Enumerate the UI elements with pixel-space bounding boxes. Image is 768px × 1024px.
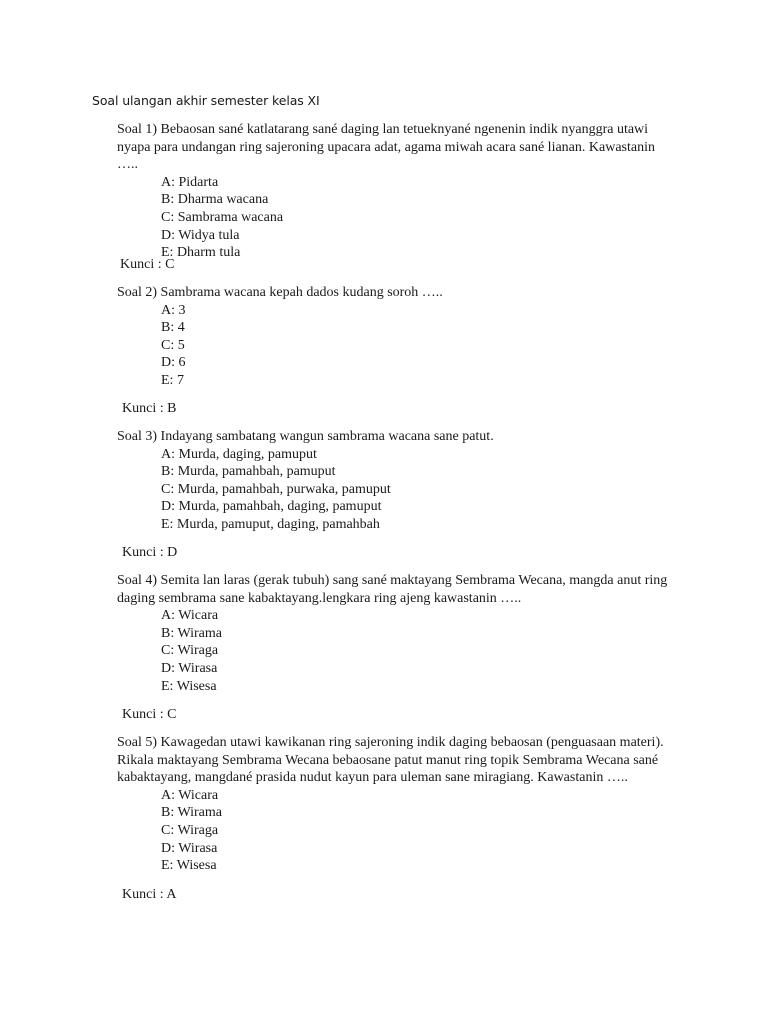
- question-1: [117, 121, 677, 262]
- option-e: E: Wisesa: [161, 678, 217, 694]
- answer-key-label: Kunci : A: [122, 887, 177, 902]
- answer-key-3: [117, 544, 177, 562]
- answer-key-label: Kunci : B: [122, 401, 177, 416]
- option-d: D: 6: [161, 355, 186, 371]
- option-a: A: 3: [161, 302, 186, 318]
- answer-key-label: Kunci : D: [122, 545, 178, 560]
- option-b: B: Wirama: [161, 625, 222, 641]
- question-text: Soal 2) Sambrama wacana kepah dados kudang soroh …..: [117, 285, 443, 300]
- question-3: [117, 428, 677, 534]
- option-e: E: Wisesa: [161, 858, 217, 874]
- option-e: E: Dharm tula: [161, 245, 241, 261]
- option-list: [161, 446, 677, 534]
- question-text: Soal 5) Kawagedan utawi kawikanan ring sajeroning indik daging bebaosan (penguasaan materi). Rikala maktayang Sembrama Wecana bebaosane patut manut ring topik Sembrama Wecana sané kabaktayang, mangdané prasida nudut kayun para uleman sane miragiang. Kawastanin …..: [117, 735, 664, 786]
- option-d: D: Murda, pamahbah, daging, pamuput: [161, 499, 382, 515]
- option-e: E: Murda, pamuput, daging, pamahbah: [161, 516, 380, 532]
- question-5: [117, 734, 677, 875]
- option-b: B: Wirama: [161, 805, 222, 821]
- option-a: A: Murda, daging, pamuput: [161, 446, 317, 462]
- answer-key-label: Kunci : C: [120, 257, 175, 272]
- question-4: [117, 572, 677, 695]
- question-text: Soal 4) Semita lan laras (gerak tubuh) sang sané maktayang Sembrama Wecana, mangda anut ring daging sembrama sane kabaktayang.lengkara ring ajeng kawastanin …..: [117, 573, 668, 606]
- option-d: D: Wirasa: [161, 840, 218, 856]
- option-a: A: Wicara: [161, 787, 219, 803]
- option-c: C: Wiraga: [161, 643, 219, 659]
- option-c: C: Murda, pamahbah, purwaka, pamuput: [161, 481, 391, 497]
- answer-key-2: [117, 400, 176, 418]
- option-a: A: Wicara: [161, 608, 219, 624]
- answer-key-4: [117, 706, 176, 724]
- option-b: B: Murda, pamahbah, pamuput: [161, 464, 336, 480]
- option-list: [161, 607, 677, 695]
- option-list: [161, 174, 677, 262]
- option-c: C: Sambrama wacana: [161, 209, 284, 225]
- question-text: Soal 3) Indayang sambatang wangun sambrama wacana sane patut.: [117, 429, 494, 444]
- answer-key-1: [117, 256, 174, 274]
- option-a: A: Pidarta: [161, 174, 219, 190]
- option-d: D: Widya tula: [161, 227, 240, 243]
- option-b: B: 4: [161, 320, 185, 336]
- option-b: B: Dharma wacana: [161, 192, 269, 208]
- question-text: Soal 1) Bebaosan sané katlatarang sané daging lan tetueknyané ngenenin indik nyanggra utawi nyapa para undangan ring sajeroning upacara adat, agama miwah acara sané lianan. Kawastanin …..: [117, 122, 655, 173]
- answer-key-5: [117, 886, 176, 904]
- option-c: C: 5: [161, 337, 185, 353]
- question-2: [117, 284, 677, 390]
- answer-key-label: Kunci : C: [122, 707, 177, 722]
- option-list: [161, 787, 677, 875]
- document-title: Soal ulangan akhir semester kelas XI: [92, 93, 320, 108]
- option-list: [161, 302, 677, 390]
- option-e: E: 7: [161, 372, 184, 388]
- option-d: D: Wirasa: [161, 660, 218, 676]
- option-c: C: Wiraga: [161, 822, 219, 838]
